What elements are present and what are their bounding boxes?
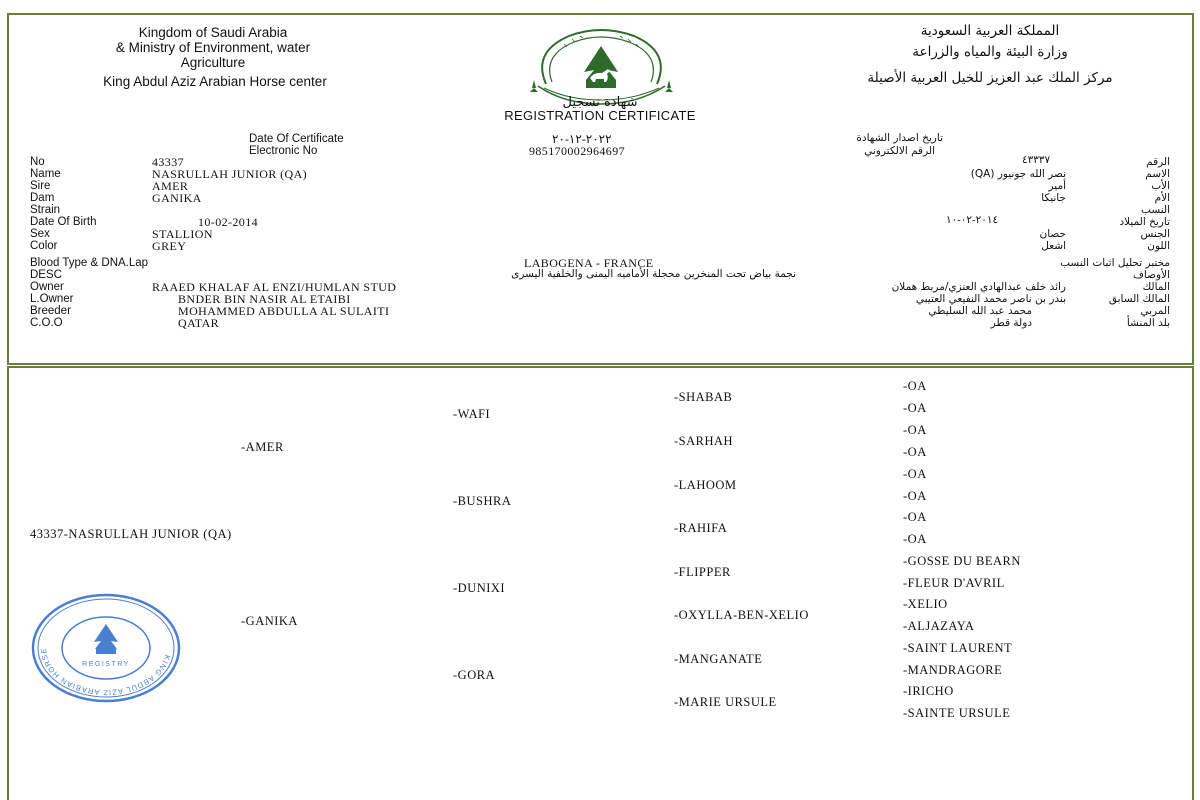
field-dam-value-ar: جانيكا	[1041, 192, 1066, 204]
field-owner-value: RAAED KHALAF AL ENZI/HUMLAN STUD	[152, 280, 397, 294]
pedigree-gg-grandparent: -OA	[903, 379, 927, 393]
field-dob-label-ar: تاريخ الميلاد	[1119, 216, 1170, 228]
pedigree-gg-grandparent: -SAINT LAURENT	[903, 641, 1013, 655]
field-dam-label-ar: الأم	[1154, 192, 1170, 204]
field-coo-label: C.O.O	[30, 317, 63, 329]
pedigree-great-grandparent: -MARIE URSULE	[674, 695, 777, 709]
date-label-ar: تاريخ اصدار الشهادة	[856, 132, 943, 144]
pedigree-grandparent: -BUSHRA	[453, 494, 512, 508]
stamp-ring-text: KING ABDUL AZIZ ARABIAN HORSE	[38, 647, 173, 698]
field-no-label: No	[30, 156, 45, 168]
header-en-line3: Agriculture	[180, 55, 246, 70]
header-ar-line1: المملكة العربية السعودية	[920, 23, 1060, 39]
pedigree-great-grandparent: -SARHAH	[674, 434, 734, 448]
field-lowner-label-ar: المالك السابق	[1108, 293, 1170, 305]
field-sex-label: Sex	[30, 228, 50, 240]
field-owner-label: Owner	[30, 281, 64, 293]
field-sex-value: STALLION	[152, 227, 213, 241]
field-lowner-value: BNDER BIN NASIR AL ETAIBI	[178, 292, 351, 306]
pedigree-gg-grandparent: -OA	[903, 532, 927, 546]
field-coo-value: QATAR	[178, 316, 220, 330]
field-breeder-value: MOHAMMED ABDULLA AL SULAITI	[178, 304, 390, 318]
pedigree-grandparent: -DUNIXI	[453, 581, 506, 595]
field-owner-label-ar: المالك	[1142, 281, 1170, 293]
field-sire-value: AMER	[152, 179, 189, 193]
pedigree-parent-sire: -AMER	[241, 440, 284, 454]
field-sire-value-ar: أمير	[1048, 180, 1066, 192]
field-sire-label: Sire	[30, 180, 51, 192]
field-breeder-label: Breeder	[30, 305, 71, 317]
pedigree-great-grandparent: -MANGANATE	[674, 652, 763, 666]
header-ar-line2: وزارة البيئة والمياه والزراعة	[912, 44, 1068, 60]
pedigree-gg-grandparent: -OA	[903, 489, 927, 503]
stamp-center-text: REGISTRY	[82, 661, 130, 668]
field-color-label: Color	[30, 240, 58, 252]
field-no-value-ar: ٤٣٣٣٧	[1022, 155, 1051, 166]
pedigree-gg-grandparent: -OA	[903, 401, 927, 415]
pedigree-grandparent: -GORA	[453, 668, 496, 682]
date-value: ٢٠٢٢-١٢-٢٠	[552, 132, 612, 146]
field-sex-label-ar: الجنس	[1140, 228, 1170, 240]
field-sire-label-ar: الأب	[1151, 180, 1170, 192]
field-color-label-ar: اللون	[1147, 240, 1170, 252]
field-dob-label: Date Of Birth	[30, 216, 97, 228]
header-en-line1: Kingdom of Saudi Arabia	[138, 25, 288, 40]
field-dam-value: GANIKA	[152, 191, 202, 205]
field-lowner-value-ar: بندر بن ناصر محمد النفيعي العتيبي	[915, 293, 1066, 305]
field-color-value-ar: اشعل	[1041, 240, 1066, 252]
pedigree-gg-grandparent: -FLEUR D'AVRIL	[903, 576, 1005, 590]
field-desc-label: DESC	[30, 269, 62, 281]
header-en-line2: & Ministry of Environment, water	[115, 40, 311, 55]
field-dob-value-ar: ٢٠١٤-٠٢-١٠	[946, 215, 999, 226]
pedigree-gg-grandparent: -OA	[903, 423, 927, 437]
pedigree-great-grandparent: -OXYLLA-BEN-XELIO	[674, 608, 809, 622]
field-desc-value-ar: نجمة بياض تحت المنخرين محجلة الأماميه اليمنى والخلفية اليسرى	[511, 268, 796, 280]
pedigree-gg-grandparent: -IRICHO	[903, 684, 954, 698]
field-name-value-ar: (QA) نصر الله جونيور	[970, 168, 1066, 180]
header-en-center: King Abdul Aziz Arabian Horse center	[103, 74, 327, 89]
pedigree-subject: 43337-NASRULLAH JUNIOR (QA)	[30, 527, 232, 541]
title-english: REGISTRATION CERTIFICATE	[504, 108, 696, 123]
pedigree-parent-dam: -GANIKA	[241, 614, 298, 628]
field-color-value: GREY	[152, 239, 187, 253]
pedigree-great-grandparent: -FLIPPER	[674, 565, 731, 579]
field-strain-label-ar: النسب	[1141, 204, 1170, 216]
field-dam-label: Dam	[30, 192, 55, 204]
field-lowner-label: L.Owner	[30, 293, 74, 305]
pedigree-gg-grandparent: -XELIO	[903, 597, 948, 611]
pedigree-great-grandparent: -RAHIFA	[674, 521, 728, 535]
field-breeder-value-ar: محمد عبد الله السليطي	[928, 305, 1032, 317]
electronic-label-en: Electronic No	[249, 145, 318, 157]
pedigree-gg-grandparent: -OA	[903, 445, 927, 459]
field-name-label: Name	[30, 168, 61, 180]
pedigree-grandparent: -WAFI	[453, 407, 491, 421]
field-desc-label-ar: الأوصاف	[1133, 269, 1170, 281]
field-coo-label-ar: بلد المنشأ	[1126, 317, 1170, 329]
field-sex-value-ar: حصان	[1039, 228, 1066, 240]
pedigree-gg-grandparent: -ALJAZAYA	[903, 619, 975, 633]
pedigree-gg-grandparent: -SAINTE URSULE	[903, 706, 1011, 720]
pedigree-frame	[7, 366, 1194, 800]
field-blood-label-ar: مختبر تحليل اثبات النسب	[1060, 257, 1170, 269]
pedigree-gg-grandparent: -GOSSE DU BEARN	[903, 554, 1021, 568]
pedigree-gg-grandparent: -MANDRAGORE	[903, 663, 1003, 677]
pedigree-great-grandparent: -LAHOOM	[674, 478, 737, 492]
field-strain-label: Strain	[30, 204, 61, 216]
header-ar-center: مركز الملك عبد العزيز للخيل العربية الأصيلة	[867, 70, 1113, 86]
electronic-value: 985170002964697	[529, 144, 625, 158]
field-owner-value-ar: رائد خلف عبدالهادي العنزي/مربط هملان	[891, 281, 1066, 293]
field-coo-value-ar: دولة قطر	[990, 317, 1032, 329]
field-name-value: NASRULLAH JUNIOR (QA)	[152, 167, 308, 181]
field-blood-value: LABOGENA - FRANCE	[524, 256, 654, 270]
field-dob-value: 10-02-2014	[198, 215, 258, 229]
electronic-label-ar: الرقم الالكتروني	[864, 145, 935, 157]
field-name-label-ar: الاسم	[1145, 168, 1170, 180]
date-label-en: Date Of Certificate	[249, 133, 344, 145]
field-blood-label: Blood Type & DNA.Lap	[30, 257, 149, 269]
pedigree-gg-grandparent: -OA	[903, 467, 927, 481]
field-no-label-ar: الرقم	[1146, 156, 1170, 168]
pedigree-great-grandparent: -SHABAB	[674, 390, 733, 404]
field-breeder-label-ar: المربي	[1140, 305, 1170, 317]
registry-stamp	[30, 592, 182, 704]
field-no-value: 43337	[152, 155, 184, 169]
title-arabic: شهادة تسجيل	[562, 95, 638, 110]
pedigree-gg-grandparent: -OA	[903, 510, 927, 524]
